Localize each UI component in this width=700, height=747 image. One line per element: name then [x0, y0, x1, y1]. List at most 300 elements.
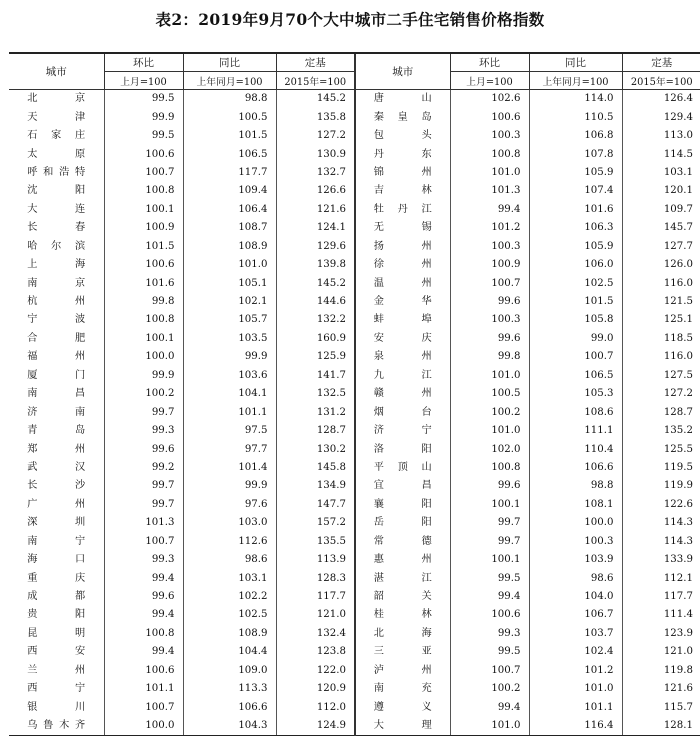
city-cell	[355, 514, 450, 532]
yoy-index-cell: 106.5	[529, 367, 622, 385]
table-row	[9, 127, 700, 145]
mom-index-cell: 100.9	[104, 219, 183, 237]
table-row	[9, 496, 700, 514]
base-index-cell: 103.1	[622, 164, 700, 182]
city-name: 惠 州	[373, 554, 432, 566]
mom-index-cell: 100.7	[104, 164, 183, 182]
base-index-cell: 127.2	[276, 127, 355, 145]
base-index-cell: 119.8	[622, 662, 700, 680]
city-name: 九 江	[373, 369, 432, 381]
mom-index-cell: 100.1	[450, 496, 529, 514]
city-cell	[9, 551, 104, 569]
mom-index-cell: 99.5	[450, 569, 529, 587]
base-index-cell: 160.9	[276, 330, 355, 348]
yoy-index-cell: 113.3	[183, 680, 276, 698]
city-cell	[355, 459, 450, 477]
price-index-table	[9, 52, 700, 736]
mom-index-cell: 101.0	[450, 717, 529, 736]
city-name: 广 州	[27, 498, 86, 510]
base-index-cell: 147.7	[276, 496, 355, 514]
city-cell	[9, 625, 104, 643]
base-sub-header: 2015年=100	[276, 72, 355, 90]
base-index-cell: 121.0	[622, 643, 700, 661]
mom-index-cell: 101.3	[450, 182, 529, 200]
mom-index-cell: 100.8	[450, 459, 529, 477]
mom-index-cell: 99.5	[450, 643, 529, 661]
base-index-cell: 115.7	[622, 698, 700, 716]
city-name: 济 宁	[373, 425, 432, 437]
city-cell	[355, 274, 450, 292]
base-index-cell: 112.0	[276, 698, 355, 716]
mom-index-cell: 100.8	[104, 625, 183, 643]
city-name: 海 口	[27, 554, 86, 566]
yoy-index-cell: 98.6	[529, 569, 622, 587]
city-cell	[9, 256, 104, 274]
mom-index-cell: 99.4	[450, 201, 529, 219]
yoy-index-cell: 98.8	[529, 477, 622, 495]
mom-index-cell: 100.2	[104, 385, 183, 403]
mom-index-cell: 100.6	[450, 108, 529, 126]
yoy-index-cell: 104.3	[183, 717, 276, 736]
mom-index-cell: 100.7	[450, 274, 529, 292]
city-name: 徐 州	[373, 259, 432, 271]
mom-index-cell: 101.5	[104, 238, 183, 256]
mom-index-cell: 101.2	[450, 219, 529, 237]
city-cell	[9, 496, 104, 514]
table-row	[9, 403, 700, 421]
city-cell	[355, 569, 450, 587]
base-index-cell: 116.0	[622, 274, 700, 292]
table-row	[9, 422, 700, 440]
base-index-cell: 123.8	[276, 643, 355, 661]
city-cell	[9, 219, 104, 237]
base-index-cell: 129.4	[622, 108, 700, 126]
yoy-index-cell: 105.1	[183, 274, 276, 292]
mom-index-cell: 99.8	[104, 293, 183, 311]
city-cell	[9, 274, 104, 292]
city-cell	[355, 182, 450, 200]
yoy-index-cell: 101.0	[183, 256, 276, 274]
city-name: 锦 州	[373, 166, 432, 178]
city-name: 常 德	[373, 535, 432, 547]
base-index-cell: 113.0	[622, 127, 700, 145]
city-cell	[355, 533, 450, 551]
base-index-cell: 129.6	[276, 238, 355, 256]
table-row	[9, 182, 700, 200]
mom-sub-header: 上月=100	[450, 72, 529, 90]
yoy-index-cell: 106.5	[183, 145, 276, 163]
city-cell	[355, 348, 450, 366]
city-name: 泉 州	[373, 351, 432, 363]
mom-index-cell: 99.5	[104, 127, 183, 145]
city-cell	[9, 662, 104, 680]
city-name: 西 宁	[27, 683, 86, 695]
mom-index-cell: 100.1	[104, 201, 183, 219]
city-name: 包 头	[373, 130, 432, 142]
mom-index-cell: 100.1	[450, 551, 529, 569]
table-row	[9, 533, 700, 551]
table-row	[9, 477, 700, 495]
yoy-index-cell: 102.4	[529, 643, 622, 661]
base-index-cell: 124.1	[276, 219, 355, 237]
city-name: 兰 州	[27, 664, 86, 676]
yoy-index-cell: 101.2	[529, 662, 622, 680]
city-cell	[355, 330, 450, 348]
city-cell	[355, 662, 450, 680]
mom-index-cell: 100.7	[104, 533, 183, 551]
city-name: 成 都	[27, 591, 86, 603]
city-name: 厦 门	[27, 369, 86, 381]
table-row	[9, 108, 700, 126]
yoy-index-cell: 112.6	[183, 533, 276, 551]
city-name: 安 庆	[373, 332, 432, 344]
city-name: 合 肥	[27, 332, 86, 344]
base-index-cell: 157.2	[276, 514, 355, 532]
yoy-index-cell: 103.5	[183, 330, 276, 348]
city-cell	[355, 477, 450, 495]
mom-index-cell: 100.7	[450, 662, 529, 680]
city-name: 银 川	[27, 701, 86, 713]
city-cell	[355, 643, 450, 661]
table-row	[9, 330, 700, 348]
yoy-index-cell: 101.1	[529, 698, 622, 716]
city-name: 天 津	[27, 111, 86, 123]
city-name: 太 原	[27, 148, 86, 160]
city-cell	[9, 385, 104, 403]
city-name: 杭 州	[27, 296, 86, 308]
mom-index-cell: 100.3	[450, 127, 529, 145]
base-index-cell: 145.2	[276, 90, 355, 109]
city-name: 南 宁	[27, 535, 86, 547]
table-row	[9, 274, 700, 292]
mom-index-cell: 101.0	[450, 422, 529, 440]
city-cell	[9, 201, 104, 219]
base-index-cell: 112.1	[622, 569, 700, 587]
table-row	[9, 625, 700, 643]
yoy-index-cell: 108.1	[529, 496, 622, 514]
mom-index-cell: 99.9	[104, 367, 183, 385]
city-cell	[355, 238, 450, 256]
table-row	[9, 514, 700, 532]
city-name: 上 海	[27, 259, 86, 271]
city-name: 大 理	[373, 720, 432, 732]
city-cell	[9, 643, 104, 661]
table-row	[9, 238, 700, 256]
yoy-index-cell: 98.8	[183, 90, 276, 109]
city-cell	[355, 403, 450, 421]
yoy-index-cell: 99.9	[183, 477, 276, 495]
base-index-cell: 119.5	[622, 459, 700, 477]
city-cell	[9, 440, 104, 458]
yoy-index-cell: 108.7	[183, 219, 276, 237]
mom-index-cell: 100.6	[104, 662, 183, 680]
city-cell	[9, 422, 104, 440]
yoy-index-cell: 107.8	[529, 145, 622, 163]
city-cell	[9, 459, 104, 477]
city-name: 南 充	[373, 683, 432, 695]
mom-sub-header: 上月=100	[104, 72, 183, 90]
base-index-cell: 134.9	[276, 477, 355, 495]
yoy-index-cell: 101.1	[183, 403, 276, 421]
base-index-cell: 132.2	[276, 311, 355, 329]
base-index-cell: 127.2	[622, 385, 700, 403]
city-cell	[9, 90, 104, 109]
base-index-cell: 109.7	[622, 201, 700, 219]
base-group-header: 定基	[622, 53, 700, 72]
yoy-index-cell: 106.8	[529, 127, 622, 145]
mom-index-cell: 99.6	[104, 440, 183, 458]
table-row	[9, 145, 700, 163]
city-name: 无 锡	[373, 222, 432, 234]
base-index-cell: 133.9	[622, 551, 700, 569]
city-cell	[9, 330, 104, 348]
yoy-index-cell: 116.4	[529, 717, 622, 736]
city-name: 北 海	[373, 627, 432, 639]
city-name: 蚌 埠	[373, 314, 432, 326]
table-row	[9, 348, 700, 366]
yoy-index-cell: 103.0	[183, 514, 276, 532]
yoy-index-cell: 106.4	[183, 201, 276, 219]
mom-index-cell: 99.3	[450, 625, 529, 643]
city-name: 唐 山	[373, 93, 432, 105]
mom-index-cell: 99.8	[450, 348, 529, 366]
mom-index-cell: 100.6	[104, 256, 183, 274]
mom-group-header: 环比	[450, 53, 529, 72]
city-cell	[355, 588, 450, 606]
yoy-index-cell: 107.4	[529, 182, 622, 200]
base-index-cell: 120.9	[276, 680, 355, 698]
yoy-index-cell: 110.4	[529, 440, 622, 458]
city-name: 湛 江	[373, 572, 432, 584]
base-group-header: 定基	[276, 53, 355, 72]
city-cell	[355, 698, 450, 716]
yoy-index-cell: 105.9	[529, 238, 622, 256]
city-cell	[9, 606, 104, 624]
city-cell	[355, 219, 450, 237]
city-name: 温 州	[373, 277, 432, 289]
base-index-cell: 125.1	[622, 311, 700, 329]
table-row	[9, 662, 700, 680]
city-name: 郑 州	[27, 443, 86, 455]
city-cell	[355, 385, 450, 403]
city-name: 青 岛	[27, 425, 86, 437]
table-row	[9, 717, 700, 736]
base-index-cell: 127.7	[622, 238, 700, 256]
yoy-sub-header: 上年同月=100	[529, 72, 622, 90]
yoy-group-header: 同比	[529, 53, 622, 72]
base-index-cell: 111.4	[622, 606, 700, 624]
city-cell	[9, 311, 104, 329]
yoy-index-cell: 104.4	[183, 643, 276, 661]
mom-index-cell: 100.3	[450, 311, 529, 329]
city-name: 秦皇岛	[373, 111, 432, 123]
city-cell	[355, 127, 450, 145]
city-name: 南 京	[27, 277, 86, 289]
city-name: 长 春	[27, 222, 86, 234]
mom-index-cell: 99.4	[104, 643, 183, 661]
yoy-index-cell: 102.5	[183, 606, 276, 624]
yoy-index-cell: 103.9	[529, 551, 622, 569]
mom-index-cell: 99.5	[104, 90, 183, 109]
mom-index-cell: 100.2	[450, 680, 529, 698]
table-row	[9, 385, 700, 403]
city-cell	[355, 625, 450, 643]
yoy-index-cell: 111.1	[529, 422, 622, 440]
yoy-index-cell: 117.7	[183, 164, 276, 182]
city-name: 福 州	[27, 351, 86, 363]
table-row	[9, 293, 700, 311]
base-index-cell: 122.0	[276, 662, 355, 680]
mom-index-cell: 100.5	[450, 385, 529, 403]
base-index-cell: 123.9	[622, 625, 700, 643]
base-index-cell: 120.1	[622, 182, 700, 200]
yoy-index-cell: 105.9	[529, 164, 622, 182]
mom-index-cell: 100.1	[104, 330, 183, 348]
city-cell	[355, 367, 450, 385]
base-index-cell: 141.7	[276, 367, 355, 385]
yoy-group-header: 同比	[183, 53, 276, 72]
mom-index-cell: 100.8	[104, 182, 183, 200]
mom-index-cell: 99.7	[104, 477, 183, 495]
table-row	[9, 680, 700, 698]
city-cell	[9, 127, 104, 145]
yoy-index-cell: 101.6	[529, 201, 622, 219]
city-name: 泸 州	[373, 664, 432, 676]
city-cell	[355, 422, 450, 440]
city-cell	[9, 145, 104, 163]
city-cell	[355, 551, 450, 569]
yoy-index-cell: 104.1	[183, 385, 276, 403]
base-index-cell: 130.9	[276, 145, 355, 163]
mom-index-cell: 99.7	[104, 496, 183, 514]
mom-index-cell: 99.6	[104, 588, 183, 606]
yoy-index-cell: 98.6	[183, 551, 276, 569]
table-row	[9, 588, 700, 606]
city-name: 乌鲁木齐	[27, 720, 86, 732]
yoy-index-cell: 102.1	[183, 293, 276, 311]
yoy-index-cell: 106.7	[529, 606, 622, 624]
city-name: 平顶山	[373, 461, 432, 473]
yoy-index-cell: 100.0	[529, 514, 622, 532]
yoy-index-cell: 108.6	[529, 403, 622, 421]
base-index-cell: 135.5	[276, 533, 355, 551]
city-cell	[355, 108, 450, 126]
mom-index-cell: 99.7	[450, 514, 529, 532]
base-index-cell: 121.0	[276, 606, 355, 624]
mom-index-cell: 99.6	[450, 330, 529, 348]
base-index-cell: 119.9	[622, 477, 700, 495]
mom-index-cell: 102.6	[450, 90, 529, 109]
mom-index-cell: 100.8	[450, 145, 529, 163]
yoy-index-cell: 103.7	[529, 625, 622, 643]
base-index-cell: 114.3	[622, 533, 700, 551]
table-row	[9, 698, 700, 716]
base-index-cell: 113.9	[276, 551, 355, 569]
base-index-cell: 122.6	[622, 496, 700, 514]
mom-index-cell: 99.6	[450, 477, 529, 495]
mom-index-cell: 100.0	[104, 717, 183, 736]
yoy-index-cell: 103.6	[183, 367, 276, 385]
city-name: 西 安	[27, 646, 86, 658]
city-cell	[9, 367, 104, 385]
base-index-cell: 127.5	[622, 367, 700, 385]
table-row	[9, 164, 700, 182]
city-name: 贵 阳	[27, 609, 86, 621]
yoy-index-cell: 97.7	[183, 440, 276, 458]
yoy-index-cell: 105.8	[529, 311, 622, 329]
base-index-cell: 145.8	[276, 459, 355, 477]
mom-index-cell: 100.7	[104, 698, 183, 716]
table-row	[9, 256, 700, 274]
mom-index-cell: 99.4	[104, 569, 183, 587]
base-index-cell: 117.7	[622, 588, 700, 606]
mom-index-cell: 100.9	[450, 256, 529, 274]
city-cell	[9, 717, 104, 736]
mom-index-cell: 99.7	[450, 533, 529, 551]
city-cell	[9, 533, 104, 551]
city-cell	[355, 90, 450, 109]
base-index-cell: 114.3	[622, 514, 700, 532]
base-index-cell: 126.4	[622, 90, 700, 109]
base-index-cell: 126.6	[276, 182, 355, 200]
city-name: 北 京	[27, 93, 86, 105]
city-name: 宁 波	[27, 314, 86, 326]
table-row	[9, 311, 700, 329]
city-cell	[355, 293, 450, 311]
yoy-index-cell: 97.6	[183, 496, 276, 514]
base-index-cell: 124.9	[276, 717, 355, 736]
yoy-index-cell: 114.0	[529, 90, 622, 109]
city-name: 济 南	[27, 406, 86, 418]
mom-index-cell: 99.3	[104, 551, 183, 569]
table-row	[9, 459, 700, 477]
yoy-index-cell: 106.3	[529, 219, 622, 237]
base-index-cell: 128.3	[276, 569, 355, 587]
table-row	[9, 90, 700, 109]
yoy-index-cell: 101.4	[183, 459, 276, 477]
city-cell	[9, 182, 104, 200]
mom-index-cell: 100.0	[104, 348, 183, 366]
yoy-index-cell: 102.5	[529, 274, 622, 292]
city-cell	[355, 440, 450, 458]
city-cell	[9, 403, 104, 421]
city-name: 石家庄	[27, 130, 86, 142]
city-name: 赣 州	[373, 388, 432, 400]
yoy-sub-header: 上年同月=100	[183, 72, 276, 90]
base-index-cell: 132.7	[276, 164, 355, 182]
city-cell	[9, 293, 104, 311]
mom-index-cell: 100.3	[450, 238, 529, 256]
city-name: 韶 关	[373, 591, 432, 603]
city-cell	[9, 569, 104, 587]
yoy-index-cell: 101.0	[529, 680, 622, 698]
base-index-cell: 121.6	[622, 680, 700, 698]
base-index-cell: 128.7	[622, 403, 700, 421]
base-index-cell: 132.5	[276, 385, 355, 403]
mom-index-cell: 99.6	[450, 293, 529, 311]
table-row	[9, 569, 700, 587]
city-cell	[355, 680, 450, 698]
city-cell	[9, 164, 104, 182]
mom-index-cell: 101.0	[450, 164, 529, 182]
yoy-index-cell: 97.5	[183, 422, 276, 440]
city-name: 长 沙	[27, 480, 86, 492]
yoy-index-cell: 105.7	[183, 311, 276, 329]
yoy-index-cell: 99.9	[183, 348, 276, 366]
table-row	[9, 219, 700, 237]
city-cell	[355, 606, 450, 624]
yoy-index-cell: 108.9	[183, 238, 276, 256]
